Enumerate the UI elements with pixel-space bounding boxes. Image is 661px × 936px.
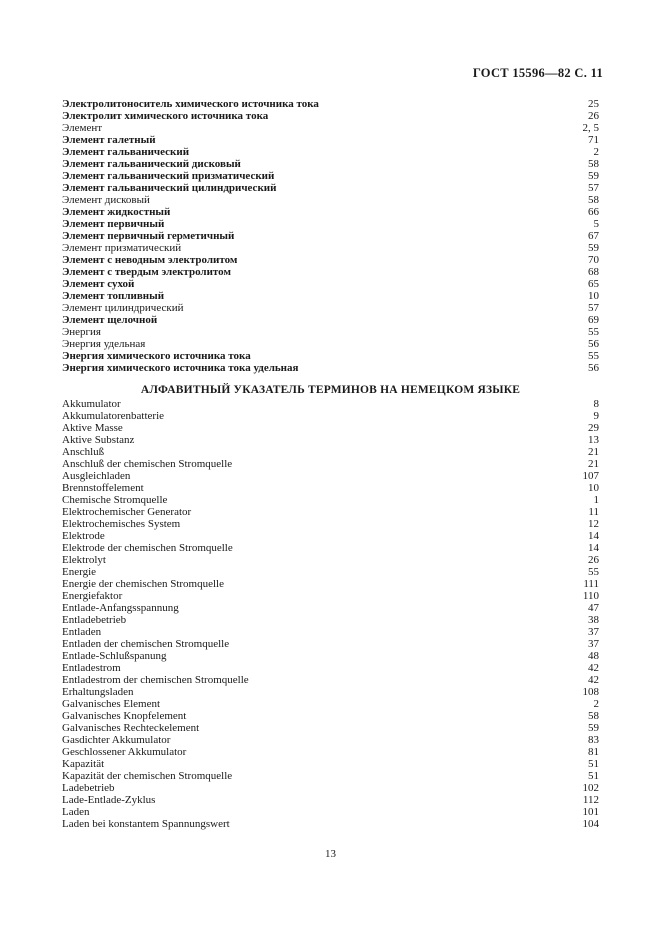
index-term-number: 38: [588, 614, 599, 626]
index-entry: [62, 554, 599, 566]
index-entry: [62, 530, 599, 542]
index-term: Energie: [62, 566, 97, 578]
index-entry: [62, 458, 599, 470]
index-term: Электролитоноситель химического источника тока: [62, 98, 319, 110]
index-term-number: 112: [582, 794, 599, 806]
index-entry: [62, 782, 599, 794]
index-term-number: 21: [588, 458, 599, 470]
index-term: Erhaltungsladen: [62, 686, 134, 698]
index-term-number: 51: [588, 758, 599, 770]
index-entry: [62, 734, 599, 746]
index-term: Entladen der chemischen Stromquelle: [62, 638, 230, 650]
index-term-number: 104: [582, 818, 599, 830]
index-entry: [62, 626, 599, 638]
index-entry: [62, 434, 599, 446]
index-term-number: 55: [588, 350, 599, 362]
index-entry: [62, 326, 599, 338]
index-entry: [62, 794, 599, 806]
index-term: Энергия химического источника тока: [62, 350, 251, 362]
index-term-number: 14: [588, 530, 599, 542]
index-entry: [62, 710, 599, 722]
index-entry: [62, 242, 599, 254]
index-term: Энергия: [62, 326, 101, 338]
index-entry: [62, 314, 599, 326]
index-term-number: 8: [593, 398, 599, 410]
index-term: Anschluß der chemischen Stromquelle: [62, 458, 233, 470]
index-term-number: 65: [588, 278, 599, 290]
index-term: Akkumulator: [62, 398, 121, 410]
index-term: Элемент сухой: [62, 278, 135, 290]
index-term-number: 68: [588, 266, 599, 278]
index-term-number: 56: [588, 362, 599, 374]
index-entry: [62, 398, 599, 410]
index-term-number: 71: [588, 134, 599, 146]
index-entry: [62, 254, 599, 266]
section-title-german-index: АЛФАВИТНЫЙ УКАЗАТЕЛЬ ТЕРМИНОВ НА НЕМЕЦКОМ ЯЗЫКЕ: [140, 384, 521, 396]
index-entry: [62, 758, 599, 770]
index-term-number: 26: [588, 554, 599, 566]
index-term-number: 14: [588, 542, 599, 554]
index-term-number: 5: [593, 218, 599, 230]
index-term-number: 83: [588, 734, 599, 746]
index-term: Элемент топливный: [62, 290, 165, 302]
index-term-number: 110: [582, 590, 599, 602]
index-term: Entlade-Schlußspanung: [62, 650, 167, 662]
index-term: Элемент цилиндрический: [62, 302, 184, 314]
index-entry: [62, 638, 599, 650]
index-term: Элемент галетный: [62, 134, 156, 146]
index-term: Элемент первичный герметичный: [62, 230, 235, 242]
index-entry: [62, 290, 599, 302]
index-entry: [62, 566, 599, 578]
index-term: Lade-Entlade-Zyklus: [62, 794, 156, 806]
index-term-number: 1: [593, 494, 599, 506]
index-term-number: 102: [582, 782, 599, 794]
index-term-number: 2: [593, 698, 599, 710]
index-term-number: 57: [588, 182, 599, 194]
index-entry: [62, 446, 599, 458]
index-term: Laden bei konstantem Spannungswert: [62, 818, 230, 830]
index-term: Kapazität: [62, 758, 105, 770]
index-entry: [62, 230, 599, 242]
index-term-number: 66: [588, 206, 599, 218]
index-term-number: 70: [588, 254, 599, 266]
index-term-number: 37: [588, 638, 599, 650]
index-term-number: 55: [588, 566, 599, 578]
index-term-number: 11: [588, 506, 599, 518]
index-term: Ladebetrieb: [62, 782, 115, 794]
index-entry: [62, 746, 599, 758]
index-term-number: 26: [588, 110, 599, 122]
index-entry: [62, 650, 599, 662]
index-term: Elektrode der chemischen Stromquelle: [62, 542, 233, 554]
index-entry: [62, 722, 599, 734]
index-term-number: 12: [588, 518, 599, 530]
index-term-number: 47: [588, 602, 599, 614]
index-entry: [62, 578, 599, 590]
index-term: Элемент первичный: [62, 218, 165, 230]
index-term-number: 21: [588, 446, 599, 458]
index-term-number: 2, 5: [582, 122, 599, 134]
index-term-number: 9: [593, 410, 599, 422]
index-entry: [62, 158, 599, 170]
index-term: Элемент дисковый: [62, 194, 150, 206]
index-term-number: 25: [588, 98, 599, 110]
index-term: Chemische Stromquelle: [62, 494, 168, 506]
index-term-number: 59: [588, 722, 599, 734]
index-term: Geschlossener Akkumulator: [62, 746, 187, 758]
index-entry: [62, 278, 599, 290]
index-term-number: 59: [588, 170, 599, 182]
index-term: Energiefaktor: [62, 590, 123, 602]
index-term-number: 58: [588, 710, 599, 722]
index-term-number: 101: [582, 806, 599, 818]
german-term-index: [62, 398, 599, 830]
index-entry: [62, 602, 599, 614]
index-term: Elektrode: [62, 530, 105, 542]
index-entry: [62, 518, 599, 530]
index-entry: [62, 194, 599, 206]
index-entry: [62, 110, 599, 122]
index-term: Элемент: [62, 122, 103, 134]
index-entry: [62, 218, 599, 230]
index-term-number: 56: [588, 338, 599, 350]
index-term: Akkumulatorenbatterie: [62, 410, 165, 422]
index-term: Элемент гальванический дисковый: [62, 158, 241, 170]
index-entry: [62, 818, 599, 830]
index-term: Energie der chemischen Stromquelle: [62, 578, 224, 590]
index-term-number: 42: [588, 662, 599, 674]
page-number: 13: [325, 848, 336, 860]
index-term-number: 111: [583, 578, 599, 590]
index-entry: [62, 482, 599, 494]
index-term: Энергия удельная: [62, 338, 146, 350]
index-entry: [62, 182, 599, 194]
index-entry: [62, 302, 599, 314]
index-term: Элемент с неводным электролитом: [62, 254, 238, 266]
index-entry: [62, 770, 599, 782]
index-term-number: 67: [588, 230, 599, 242]
index-entry: [62, 350, 599, 362]
index-entry: [62, 590, 599, 602]
index-entry: [62, 494, 599, 506]
index-term: Entlade-Anfangsspannung: [62, 602, 179, 614]
index-entry: [62, 206, 599, 218]
index-term-number: 108: [582, 686, 599, 698]
index-term: Brennstoffelement: [62, 482, 144, 494]
index-term-number: 58: [588, 158, 599, 170]
index-term: Gasdichter Akkumulator: [62, 734, 171, 746]
index-term: Entladestrom der chemischen Stromquelle: [62, 674, 249, 686]
index-term: Elektrochemisches System: [62, 518, 181, 530]
index-term: Элемент гальванический: [62, 146, 190, 158]
index-entry: [62, 422, 599, 434]
index-entry: [62, 134, 599, 146]
index-term: Entladen: [62, 626, 102, 638]
russian-term-index: [62, 98, 599, 374]
index-entry: [62, 698, 599, 710]
index-term: Энергия химического источника тока удельная: [62, 362, 299, 374]
index-entry: [62, 686, 599, 698]
index-entry: [62, 506, 599, 518]
index-entry: [62, 338, 599, 350]
index-term-number: 48: [588, 650, 599, 662]
index-term-number: 2: [593, 146, 599, 158]
index-term: Galvanisches Knopfelement: [62, 710, 187, 722]
index-term: Элемент гальванический призматический: [62, 170, 275, 182]
index-entry: [62, 806, 599, 818]
page-header: ГОСТ 15596—82 С. 11: [472, 66, 603, 80]
index-entry: [62, 362, 599, 374]
index-entry: [62, 122, 599, 134]
index-entry: [62, 542, 599, 554]
index-term-number: 57: [588, 302, 599, 314]
index-entry: [62, 98, 599, 110]
index-term-number: 59: [588, 242, 599, 254]
index-term: Laden: [62, 806, 90, 818]
index-entry: [62, 470, 599, 482]
index-entry: [62, 662, 599, 674]
index-entry: [62, 410, 599, 422]
index-term-number: 10: [588, 290, 599, 302]
index-term: Ausgleichladen: [62, 470, 131, 482]
index-term: Galvanisches Element: [62, 698, 161, 710]
index-term: Elektrochemischer Generator: [62, 506, 192, 518]
index-term: Anschluß: [62, 446, 105, 458]
index-term: Entladebetrieb: [62, 614, 127, 626]
index-term-number: 81: [588, 746, 599, 758]
index-entry: [62, 674, 599, 686]
index-term: Электролит химического источника тока: [62, 110, 269, 122]
index-term-number: 37: [588, 626, 599, 638]
index-term: Элемент жидкостный: [62, 206, 171, 218]
index-term: Aktive Substanz: [62, 434, 135, 446]
index-term-number: 42: [588, 674, 599, 686]
index-term: Kapazität der chemischen Stromquelle: [62, 770, 233, 782]
index-term: Элемент щелочной: [62, 314, 158, 326]
index-term: Galvanisches Rechteckelement: [62, 722, 200, 734]
index-entry: [62, 170, 599, 182]
index-term-number: 58: [588, 194, 599, 206]
index-term: Элемент гальванический цилиндрический: [62, 182, 277, 194]
index-entry: [62, 266, 599, 278]
index-term-number: 13: [588, 434, 599, 446]
index-term-number: 10: [588, 482, 599, 494]
index-term: Элемент призматический: [62, 242, 182, 254]
index-entry: [62, 614, 599, 626]
index-term-number: 69: [588, 314, 599, 326]
index-term-number: 29: [588, 422, 599, 434]
index-term-number: 51: [588, 770, 599, 782]
index-term: Aktive Masse: [62, 422, 123, 434]
index-entry: [62, 146, 599, 158]
index-term: Entladestrom: [62, 662, 121, 674]
index-term: Элемент с твердым электролитом: [62, 266, 231, 278]
index-term: Elektrolyt: [62, 554, 106, 566]
index-term-number: 55: [588, 326, 599, 338]
index-term-number: 107: [582, 470, 599, 482]
